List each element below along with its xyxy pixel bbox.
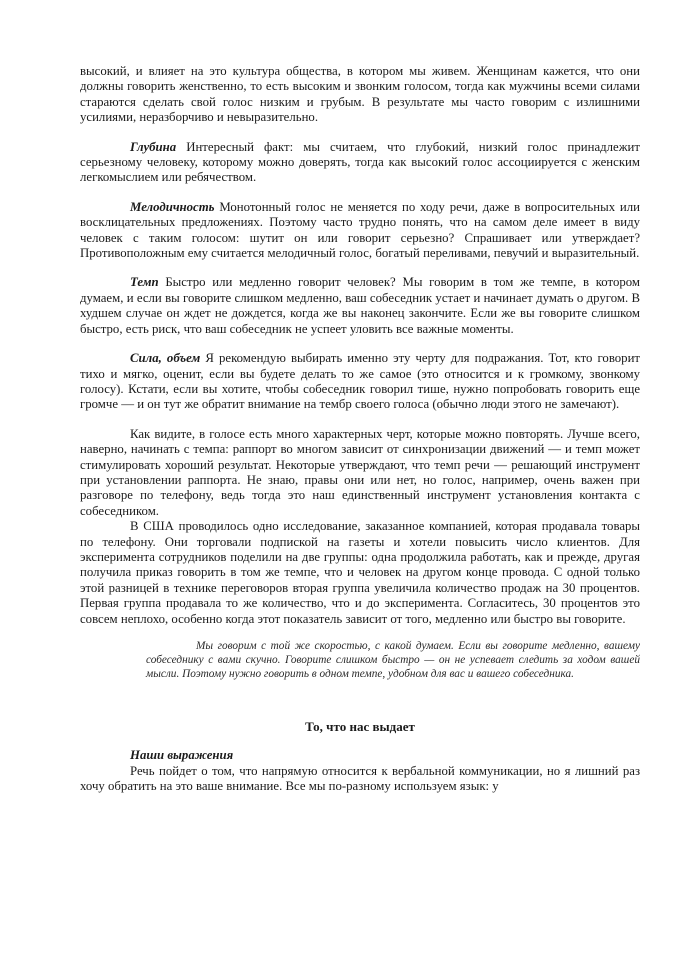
term-depth: Глубина — [130, 139, 177, 154]
paragraph-usa-study: В США проводилось одно исследование, заказанное компанией, которая продавала товары по телефону. Они торговали подпиской на газеты и хотели повысить число клиентов. Для эксперимента сотрудников поделили на две группы: одна продолжила работать, как и прежде, другая получила приказ говорить в том же темпе, что и человек на другом конце провода. С одной только этой разницей в технике переговоров вторая группа увеличила количество продаж на 30 процентов. Первая группа продавала то же количество, что и до эксперимента. Согласитесь, 30 процентов это совсем неплохо, особенно когда этот показатель зависит от того, медленно или быстро вы говорите. — [80, 519, 640, 626]
term-tempo: Темп — [130, 275, 159, 290]
term-melody: Мелодичность — [130, 199, 215, 214]
term-volume: Сила, объем — [130, 351, 201, 366]
paragraph-voice-culture: высокий, и влияет на это культура общества, в котором мы живем. Женщинам кажется, что они должны говорить женственно, то есть высоким и звонким голосом, тогда как мужчины всеми силами стараются сделать свой голос низким и грубым. В результате мы часто говорим с излишними усилиями, неразборчиво и невыразительно. — [80, 64, 640, 125]
paragraph-melody — [80, 200, 640, 262]
paragraph-tempo — [80, 275, 640, 337]
document-page — [80, 64, 640, 795]
section-title: То, что нас выдает — [305, 719, 415, 734]
paragraph-summary: Как видите, в голосе есть много характерных черт, которые можно повторять. Лучше всего, наверно, начинать с темпа: раппорт во многом зависит от синхронизации движений — и темп может стимулировать хороший результат. Некоторые утверждают, что темп речи — решающий инструмент при установлении раппорта. Не знаю, правы они или нет, но голос, например, очень важен при разговоре по телефону, ведь тогда это наш единственный инструмент установления контакта с собеседником. — [80, 426, 640, 518]
paragraph-melody-text: Монотонный голос не меняется по ходу речи, даже в вопросительных или восклицательных предложениях. Поэтому часто трудно понять, что на самом деле имеет в виду человек с таким голосом: шутит он или говорит серьезно? Спрашивает или утверждает? Противоположным ему считается мелодичный голос, богатый переливами, певучий и выразительный. — [80, 199, 640, 261]
paragraph-volume — [80, 351, 640, 413]
quote-block: Мы говорим с той же скоростью, с какой думаем. Если вы говорите медленно, вашему собеседнику с вами скучно. Говорите слишком быстро — он не успевает следить за ходом вашей мысли. Поэтому нужно говорить в одном темпе, удобном для вас и вашего собеседника. — [146, 640, 640, 680]
paragraph-volume-text: Я рекомендую выбирать именно эту черту для подражания. Тот, кто говорит тихо и мягко, оценит, если вы будете делать то же самое (это относится и к громкому, звонкому голосу). Кстати, если вы хотите, чтобы собеседник говорил тише, нужно попробовать говорить еще громче — и он тут же обратит внимание на тембр своего голоса (обычно люди этого не замечают). — [80, 351, 641, 412]
paragraph-depth-text: Интересный факт: мы считаем, что глубокий, низкий голос принадлежит серьезному человеку, которому можно доверять, тогда как высокий голос ассоциируется с женским легкомыслием или ребячеством. — [80, 139, 640, 185]
paragraph-expressions: Речь пойдет о том, что напрямую относится к вербальной коммуникации, но я лишний раз хочу обратить на это ваше внимание. Все мы по-разному используем язык: у — [80, 763, 640, 794]
paragraph-tempo-text: Быстро или медленно говорит человек? Мы говорим в том же темпе, в котором думаем, и если вы говорите слишком медленно, ваш собеседник устает и начинает думать о другом. В худшем случае он ждет не дождется, когда же вы наконец закончите. Если же вы говорите слишком быстро, есть риск, что ваш собеседник не успеет уловить все важные моменты. — [80, 275, 640, 336]
paragraph-depth — [80, 140, 640, 186]
subsection-title: Наши выражения — [130, 748, 234, 763]
